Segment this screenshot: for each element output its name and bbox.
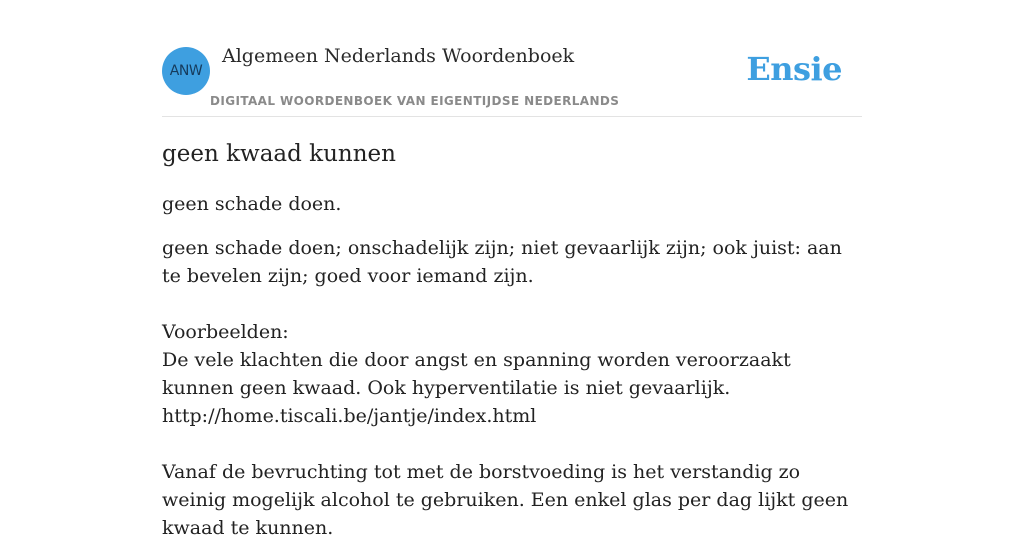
site-subtitle: DIGITAAL WOORDENBOEK VAN EIGENTIJDSE NEDERLANDS	[210, 94, 620, 108]
site-title[interactable]: Algemeen Nederlands Woordenboek	[222, 45, 575, 67]
logo-text: ANW	[169, 63, 203, 79]
site-header	[162, 0, 862, 117]
short-definition: geen schade doen.	[162, 193, 342, 215]
entry-term: geen kwaad kunnen	[162, 141, 396, 167]
anw-logo[interactable]	[162, 47, 210, 95]
ensie-brand-logo[interactable]: Ensie	[746, 50, 842, 88]
full-definition: geen schade doen; onschadelijk zijn; niet gevaarlijk zijn; ook juist: aan te bevelen zijn; goed voor iemand zijn. Voorbeelden: De vele klachten die door angst en spanning worden veroorzaakt kunnen geen kwaad. Ook hyperventilatie is niet gevaarlijk. http://home.tiscali.be/jantje/index.html Vanaf de bevruchting tot met de borstvoeding is het verstandig zo weinig mogelijk alcohol te gebruiken. Een enkel glas per dag lijkt geen kwaad te kunnen.	[162, 237, 849, 539]
entry-content	[162, 138, 862, 542]
